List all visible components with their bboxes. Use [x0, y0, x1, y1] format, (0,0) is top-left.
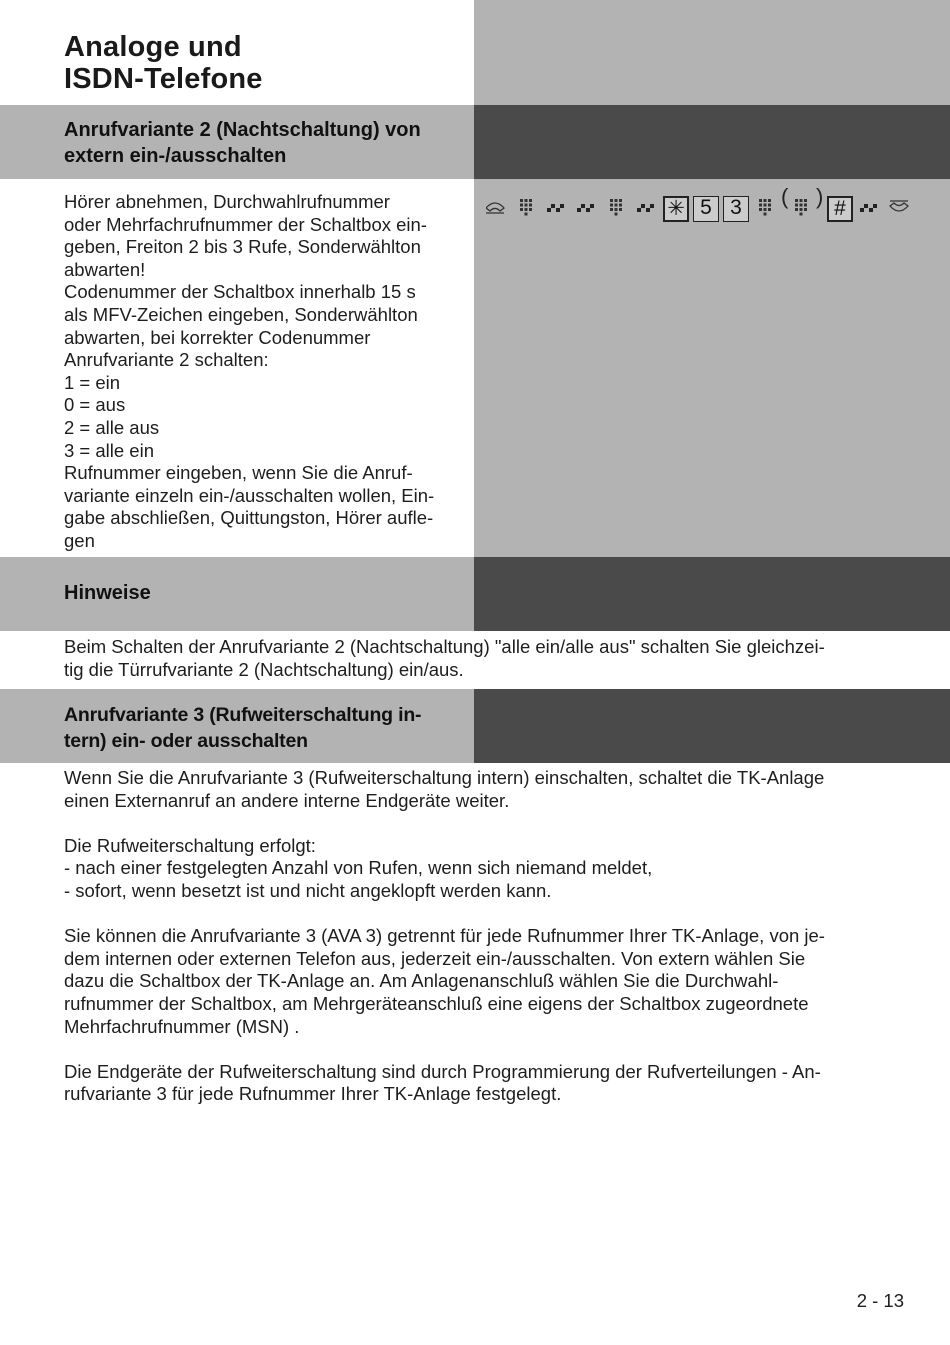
- keypad-icon: [610, 199, 622, 216]
- section3-heading: Anrufvariante 3 (Rufweiterschaltung in- tern) ein- oder ausschalten: [64, 704, 422, 752]
- digit-5-key: 5: [693, 196, 719, 222]
- section3-heading-band: [0, 689, 950, 763]
- star-key-icon: ✳: [663, 196, 689, 222]
- paren-close: ): [816, 184, 824, 209]
- tone-icon: [860, 204, 877, 212]
- handset-on-hook-icon: [890, 201, 908, 211]
- keypad-icon: [795, 199, 807, 216]
- hinweise-heading-band: [0, 557, 950, 631]
- section1-instructions: Hörer abnehmen, Durchwahlrufnummer oder Mehrfachrufnummer der Schaltbox ein- geben, Freiton 2 bis 3 Rufe, Sonderwählton abwarten! Codenummer der Schaltbox innerhalb 15 s als MFV-Zeichen eingeben, Sonderwählton abwarten, bei korrekter Codenummer Anrufvariante 2 schalten: 1 = ein 0 = aus 2 = alle aus 3 = alle ein Rufnummer eingeben, wenn Sie die Anruf- variante einzeln ein-/ausschalten wollen, Ein- gabe abschließen, Quittungston, Hörer aufle- gen: [64, 191, 435, 551]
- keypad-icon: [759, 199, 771, 216]
- tone-icon: [637, 204, 654, 212]
- section1-heading-band: [0, 105, 950, 179]
- section1-heading: Anrufvariante 2 (Nachtschaltung) von extern ein-/ausschalten: [64, 119, 421, 167]
- page-number: 2 - 13: [856, 1290, 904, 1311]
- hinweise-text: Beim Schalten der Anrufvariante 2 (Nachtschaltung) "alle ein/alle aus" schalten Sie gleichzei- tig die Türrufvariante 2 (Nachtschaltung) ein/aus.: [64, 636, 825, 680]
- digit-3-key: 3: [723, 196, 749, 222]
- header-side-panel: [474, 0, 950, 105]
- paren-open: (: [781, 184, 789, 209]
- tone-icon: [547, 204, 564, 212]
- section3-body: Wenn Sie die Anrufvariante 3 (Rufweiterschaltung intern) einschalten, schaltet die TK-Anlage einen Externanruf an andere interne Endgeräte weiter. Die Rufweiterschaltung erfolgt: - nach einer festgelegten Anzahl von Rufen, wenn sich niemand meldet, - sofort, wenn besetzt ist und nicht angeklopft werden kann. Sie können die Anrufvariante 3 (AVA 3) getrennt für jede Rufnummer Ihrer TK-Anlage, von je- dem internen oder externen Telefon aus, jederzeit ein-/ausschalten. Von extern wählen Sie dazu die Schaltbox der TK-Anlage an. Am Anlagenanschluß wählen Sie die Durchwahl- rufnummer der Schaltbox, am Mehrgeräteanschluß eine eigens der Schaltbox zugeordnete Mehrfachrufnummer (MSN) . Die Endgeräte der Rufweiterschaltung sind durch Programmierung der Rufverteilungen - An- rufvariante 3 für jede Rufnummer Ihrer TK-Anlage festgelegt.: [64, 767, 825, 1105]
- page-title: Analoge und ISDN-Telefone: [64, 31, 263, 95]
- keypad-icon: [520, 199, 532, 216]
- tone-icon: [577, 204, 594, 212]
- handset-off-hook-icon: [486, 203, 504, 213]
- hinweise-heading: Hinweise: [64, 582, 151, 604]
- instruction-panel: [474, 179, 950, 557]
- hash-key-icon: #: [827, 196, 853, 222]
